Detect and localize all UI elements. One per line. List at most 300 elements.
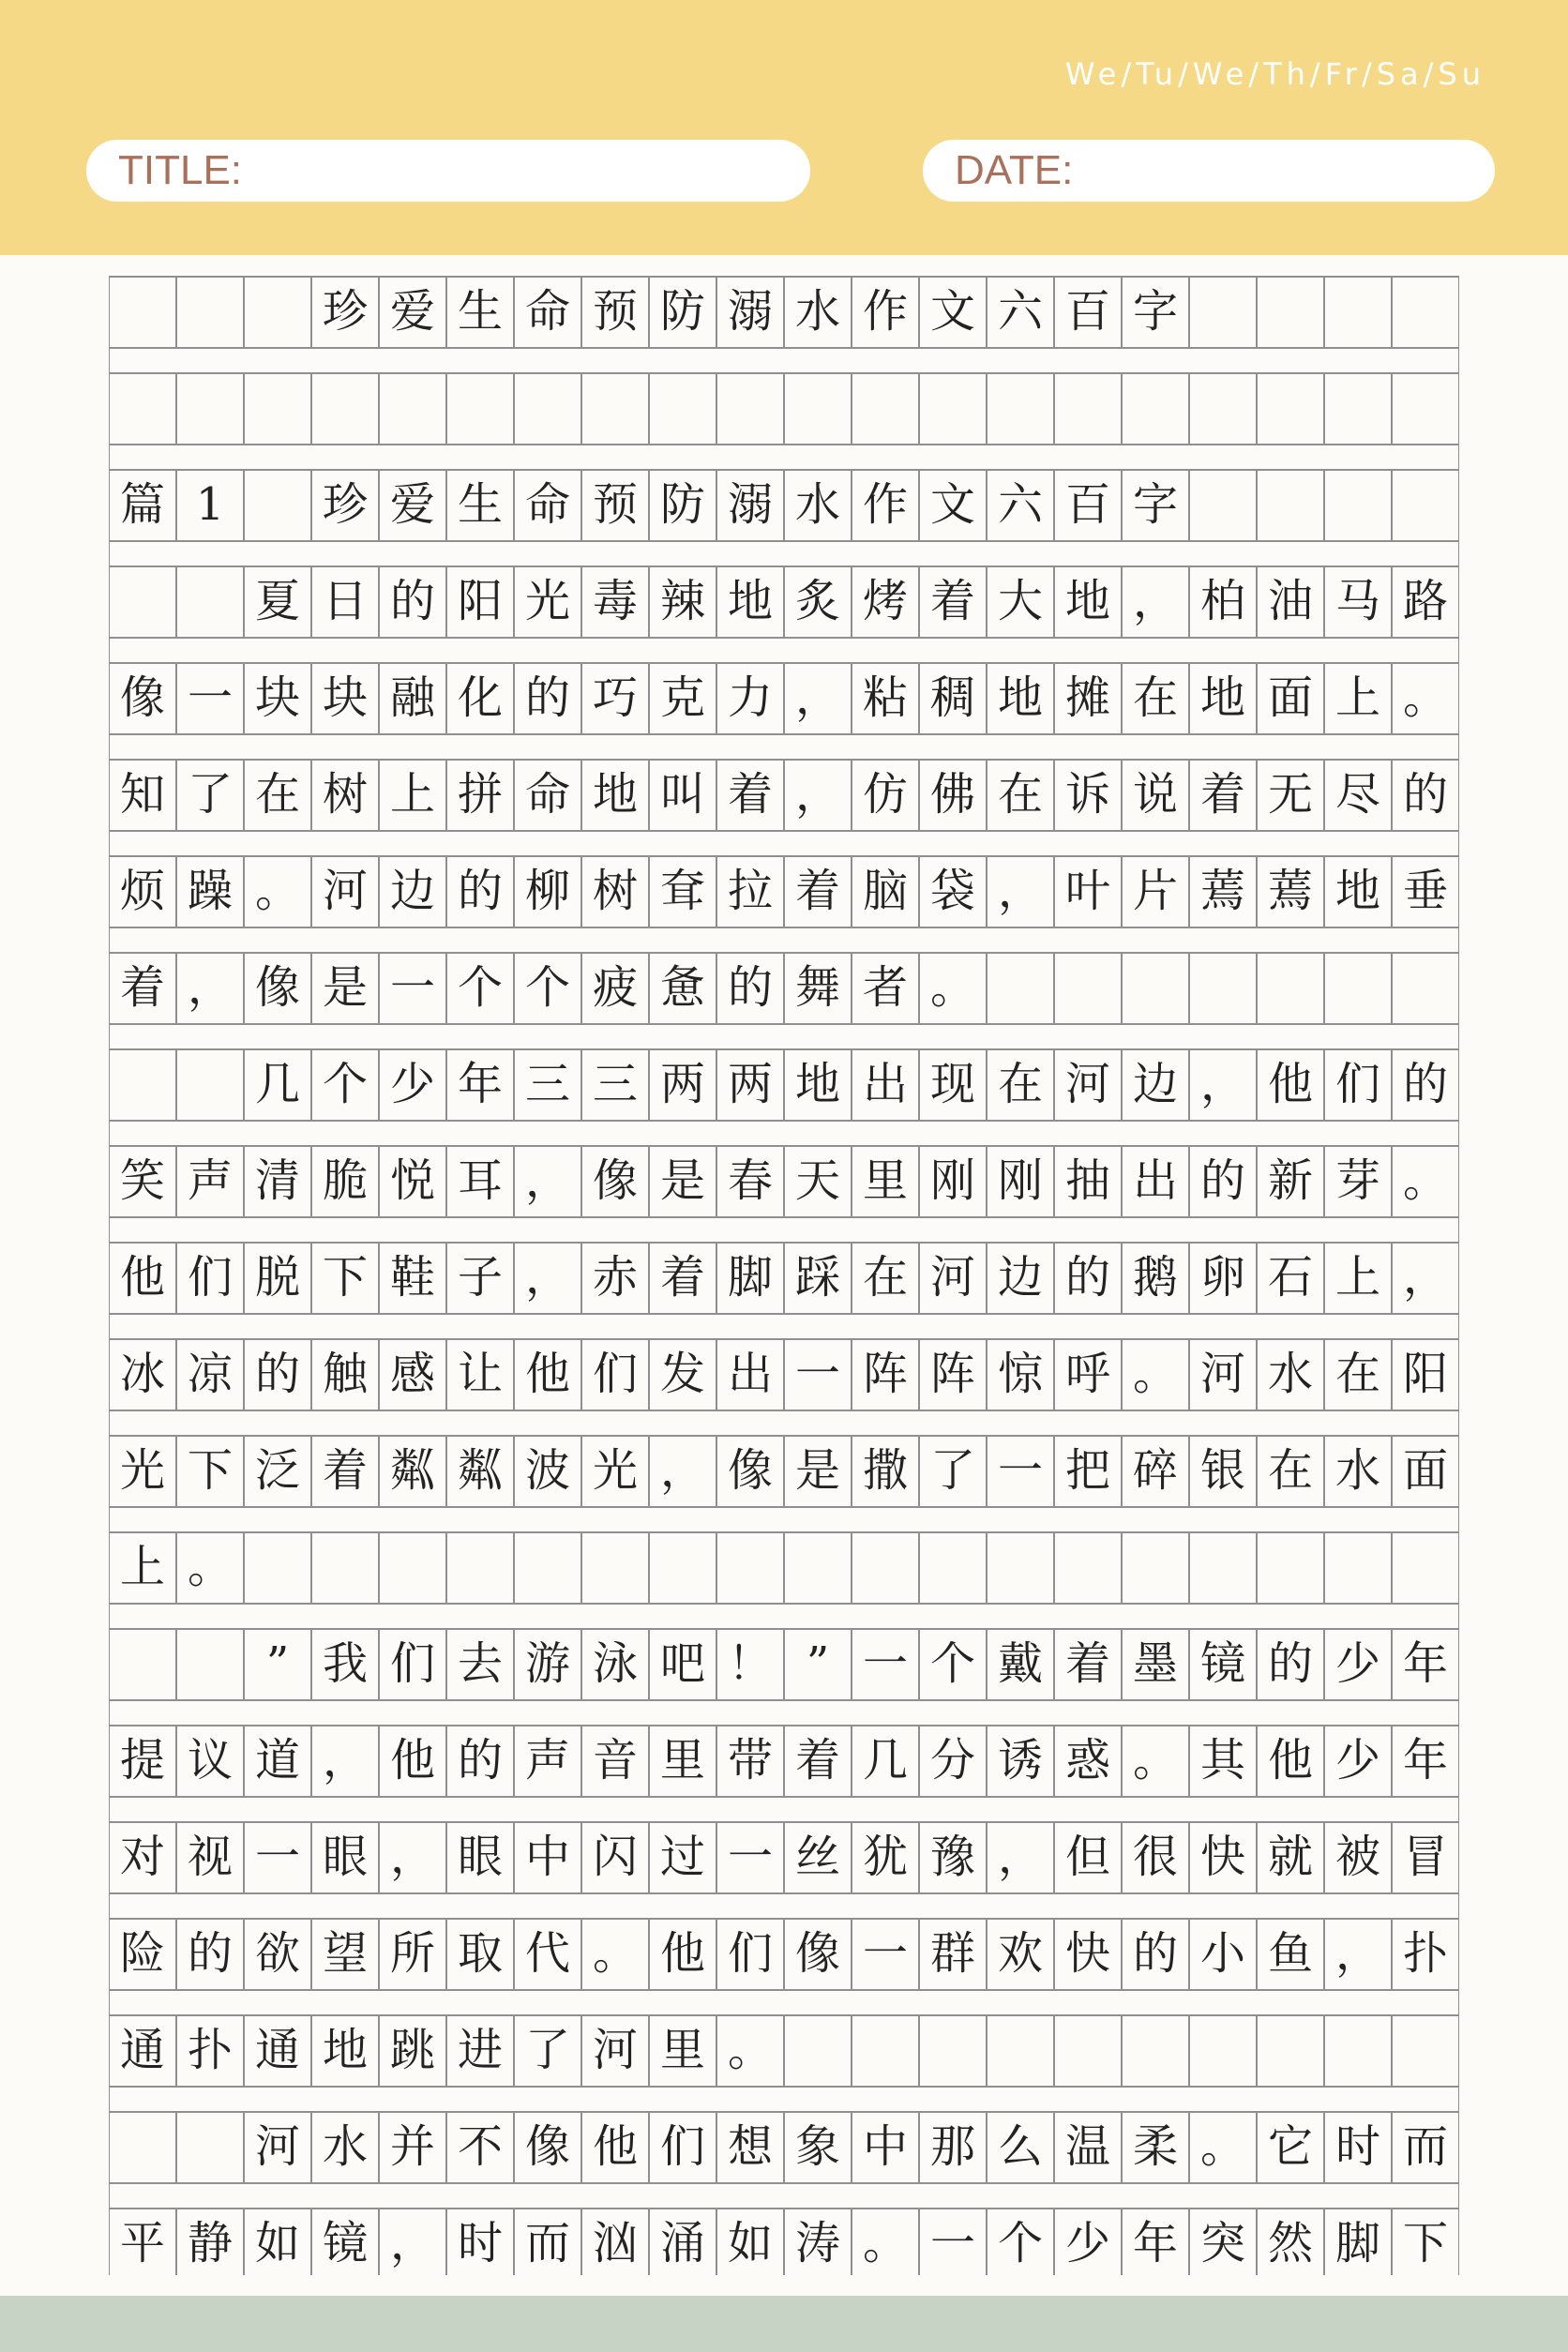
grid-char: 耷	[659, 865, 705, 917]
grid-char: 作	[862, 478, 908, 531]
grid-char: 河	[1064, 1058, 1110, 1110]
grid-char: 里	[862, 1154, 908, 1207]
grid-char: 预	[592, 478, 638, 531]
grid-char: 们	[389, 1637, 435, 1690]
grid-char: 么	[997, 2120, 1043, 2173]
title-field[interactable]	[86, 140, 810, 202]
grid-char: 地	[727, 575, 773, 627]
grid-char: 他	[1267, 1734, 1313, 1787]
grid-char: 着	[929, 575, 975, 627]
grid-char: 耳	[457, 1154, 503, 1207]
grid-char: 惑	[1064, 1734, 1110, 1787]
text-row	[109, 1822, 1459, 1893]
grid-char: 去	[457, 1637, 503, 1690]
text-row	[109, 566, 1459, 638]
grid-char: 不	[457, 2120, 503, 2173]
grid-char: 。	[1402, 1154, 1448, 1207]
grid-char: 悦	[389, 1154, 435, 1207]
grid-char: 的	[524, 671, 570, 724]
grid-char: 烤	[862, 575, 908, 627]
grid-char: 着	[794, 1734, 840, 1787]
grid-char: 巧	[592, 671, 638, 724]
text-row	[109, 760, 1459, 831]
grid-char: 他	[389, 1734, 435, 1787]
grid-char: 在	[1334, 1348, 1380, 1400]
grid-char: 个	[322, 1058, 368, 1110]
grid-char: ，	[389, 1831, 435, 1883]
grid-char: ！	[727, 1637, 773, 1690]
grid-char: 地	[592, 768, 638, 821]
grid-char: 抽	[1064, 1154, 1110, 1207]
grid-char: 着	[1199, 768, 1245, 821]
grid-char: 下	[187, 1444, 233, 1497]
grid-char: 。	[592, 1927, 638, 1980]
grid-char: 刚	[929, 1154, 975, 1207]
grid-char: 泳	[592, 1637, 638, 1690]
grid-char: 通	[119, 2024, 165, 2076]
grid-char: 柳	[524, 865, 570, 917]
grid-char: 里	[659, 1734, 705, 1787]
grid-char: 说	[1132, 768, 1178, 821]
grid-char: 并	[389, 2120, 435, 2173]
grid-char: 下	[322, 1251, 368, 1304]
grid-char: 辣	[659, 575, 705, 627]
text-row	[109, 1146, 1459, 1217]
grid-char: 少	[1064, 2217, 1110, 2269]
grid-char: 豫	[929, 1831, 975, 1883]
grid-char: 诱	[997, 1734, 1043, 1787]
grid-char: 在	[1132, 671, 1178, 724]
grid-char: 了	[187, 768, 233, 821]
grid-char: 们	[727, 1927, 773, 1980]
grid-char: 在	[862, 1251, 908, 1304]
grid-char: 如	[727, 2217, 773, 2269]
grid-char: 百	[1064, 478, 1110, 531]
grid-char: 就	[1267, 1831, 1313, 1883]
grid-char: 清	[254, 1154, 300, 1207]
grid-char: 如	[254, 2217, 300, 2269]
grid-char: 春	[727, 1154, 773, 1207]
grid-char: 的	[457, 1734, 503, 1787]
grid-char: 油	[1267, 575, 1313, 627]
grid-char: 让	[457, 1348, 503, 1400]
grid-char: 快	[1064, 1927, 1110, 1980]
grid-char: 。	[1402, 671, 1448, 724]
grid-char: 化	[457, 671, 503, 724]
grid-char: ，	[794, 671, 840, 724]
grid-char: 光	[592, 1444, 638, 1497]
grid-char: 上	[1334, 1251, 1380, 1304]
grid-char: 新	[1267, 1154, 1313, 1207]
grid-char: 撒	[862, 1444, 908, 1497]
grid-char: 克	[659, 671, 705, 724]
grid-char: 吧	[659, 1637, 705, 1690]
grid-char: ，	[524, 1251, 570, 1304]
grid-char: 着	[1064, 1637, 1110, 1690]
grid-char: 鹅	[1132, 1251, 1178, 1304]
grid-char: 像	[592, 1154, 638, 1207]
grid-char: 像	[254, 961, 300, 1014]
grid-char: 拉	[727, 865, 773, 917]
grid-char: 脑	[862, 865, 908, 917]
grid-char: 而	[524, 2217, 570, 2269]
grid-char: 树	[322, 768, 368, 821]
grid-char: 犹	[862, 1831, 908, 1883]
grid-char: 地	[1199, 671, 1245, 724]
grid-char: 着	[119, 961, 165, 1014]
grid-char: 水	[1334, 1444, 1380, 1497]
grid-char: 河	[1199, 1348, 1245, 1400]
grid-char: 蔫	[1199, 865, 1245, 917]
grid-char: 柔	[1132, 2120, 1178, 2173]
grid-char: 马	[1334, 575, 1380, 627]
grid-char: 泛	[254, 1444, 300, 1497]
grid-char: 。	[929, 961, 975, 1014]
grid-char: ，	[659, 1444, 705, 1497]
grid-char: 上	[389, 768, 435, 821]
grid-char: 地	[1334, 865, 1380, 917]
grid-char: 夏	[254, 575, 300, 627]
grid-char: 很	[1132, 1831, 1178, 1883]
grid-char: 声	[524, 1734, 570, 1787]
grid-char: 镜	[322, 2217, 368, 2269]
grid-char: 的	[1402, 1058, 1448, 1110]
grid-char: 蔫	[1267, 865, 1313, 917]
grid-char: 块	[254, 671, 300, 724]
grid-char: 溺	[727, 285, 773, 338]
grid-char: 快	[1199, 1831, 1245, 1883]
grid-char: 疲	[592, 961, 638, 1014]
grid-char: 静	[187, 2217, 233, 2269]
grid-char: 珍	[322, 285, 368, 338]
grid-char: 。	[1132, 1734, 1178, 1787]
grid-char: 他	[524, 1348, 570, 1400]
grid-char: 的	[389, 575, 435, 627]
grid-char: 脱	[254, 1251, 300, 1304]
grid-char: 通	[254, 2024, 300, 2076]
grid-char: 惫	[659, 961, 705, 1014]
grid-char: 佛	[929, 768, 975, 821]
grid-char: 脚	[1334, 2217, 1380, 2269]
grid-char: 边	[389, 865, 435, 917]
date-field[interactable]	[923, 140, 1495, 202]
grid-char: 分	[929, 1734, 975, 1787]
grid-char: 舞	[794, 961, 840, 1014]
grid-char: 了	[524, 2024, 570, 2076]
grid-char: 中	[524, 1831, 570, 1883]
grid-char: 三	[592, 1058, 638, 1110]
grid-char: 其	[1199, 1734, 1245, 1787]
grid-char: 凉	[187, 1348, 233, 1400]
grid-char: 。	[187, 1541, 233, 1593]
grid-char: 丝	[794, 1831, 840, 1883]
grid-char: 字	[1132, 478, 1178, 531]
grid-char: 水	[794, 478, 840, 531]
grid-char: 粘	[862, 671, 908, 724]
grid-char: 石	[1267, 1251, 1313, 1304]
weekday-row: We/Tu/We/Th/Fr/Sa/Su	[1064, 56, 1485, 92]
grid-char: 像	[794, 1927, 840, 1980]
grid-char: 面	[1267, 671, 1313, 724]
date-label: DATE:	[955, 147, 1074, 193]
grid-char: 河	[929, 1251, 975, 1304]
text-row	[109, 663, 1459, 734]
grid-char: 代	[524, 1927, 570, 1980]
grid-char: 一	[997, 1444, 1043, 1497]
grid-char: 像	[524, 2120, 570, 2173]
grid-char: 爱	[389, 285, 435, 338]
grid-char: 阵	[862, 1348, 908, 1400]
grid-char: 在	[997, 768, 1043, 821]
grid-char: 扑	[187, 2024, 233, 2076]
grid-char: 。	[1132, 1348, 1178, 1400]
footer-band	[0, 2296, 1568, 2352]
text-row	[109, 277, 1459, 348]
grid-char: 视	[187, 1831, 233, 1883]
grid-char: 少	[1334, 1637, 1380, 1690]
grid-char: 个	[929, 1637, 975, 1690]
grid-char: 命	[524, 478, 570, 531]
grid-char: 上	[1334, 671, 1380, 724]
grid-char: 年	[1132, 2217, 1178, 2269]
grid-char: 他	[592, 2120, 638, 2173]
text-row	[109, 1049, 1459, 1121]
grid-char: ，	[322, 1734, 368, 1787]
grid-char: 一	[862, 1637, 908, 1690]
grid-char: 汹	[592, 2217, 638, 2269]
grid-char: 望	[322, 1927, 368, 1980]
grid-char: ，	[1402, 1251, 1448, 1304]
grid-char: 镜	[1199, 1637, 1245, 1690]
grid-char: 光	[119, 1444, 165, 1497]
text-row	[109, 1339, 1459, 1410]
grid-char: 知	[119, 768, 165, 821]
grid-char: 边	[1132, 1058, 1178, 1110]
grid-char: 涛	[794, 2217, 840, 2269]
grid-char: ，	[389, 2217, 435, 2269]
grid-char: 力	[727, 671, 773, 724]
grid-char: 温	[1064, 2120, 1110, 2173]
grid-char: 们	[1334, 1058, 1380, 1110]
grid-char: 呼	[1064, 1348, 1110, 1400]
header-banner	[0, 0, 1568, 255]
grid-char: 爱	[389, 478, 435, 531]
grid-char: 烦	[119, 865, 165, 917]
grid-text-layer	[109, 276, 1459, 2275]
grid-char: 眼	[457, 1831, 503, 1883]
grid-char: 尽	[1334, 768, 1380, 821]
grid-char: 水	[322, 2120, 368, 2173]
grid-char: 在	[254, 768, 300, 821]
grid-char: 命	[524, 285, 570, 338]
grid-char: 六	[997, 478, 1043, 531]
grid-char: 触	[322, 1348, 368, 1400]
text-row	[109, 1629, 1459, 1700]
grid-char: ”	[806, 1637, 830, 1690]
grid-char: 芽	[1334, 1154, 1380, 1207]
grid-char: 的	[1267, 1637, 1313, 1690]
grid-char: 躁	[187, 865, 233, 917]
grid-char: 游	[524, 1637, 570, 1690]
grid-char: ，	[1132, 575, 1178, 627]
grid-char: 波	[524, 1444, 570, 1497]
grid-char: 个	[524, 961, 570, 1014]
grid-char: 几	[254, 1058, 300, 1110]
grid-char: 诉	[1064, 768, 1110, 821]
grid-char: 对	[119, 1831, 165, 1883]
grid-char: 小	[1199, 1927, 1245, 1980]
grid-char: 防	[659, 285, 705, 338]
grid-char: 音	[592, 1734, 638, 1787]
text-row	[109, 1532, 1459, 1604]
grid-char: 粼	[389, 1444, 435, 1497]
grid-char: 叫	[659, 768, 705, 821]
grid-char: 。	[1199, 2120, 1245, 2173]
grid-char: 光	[524, 575, 570, 627]
grid-char: 想	[727, 2120, 773, 2173]
grid-char: 发	[659, 1348, 705, 1400]
grid-char: 着	[659, 1251, 705, 1304]
grid-char: 水	[1267, 1348, 1313, 1400]
grid-char: 下	[1402, 2217, 1448, 2269]
grid-char: 年	[1402, 1734, 1448, 1787]
grid-char: 所	[389, 1927, 435, 1980]
grid-char: 们	[659, 2120, 705, 2173]
grid-char: ”	[265, 1637, 290, 1690]
grid-char: ，	[1334, 1927, 1380, 1980]
grid-char: 赤	[592, 1251, 638, 1304]
grid-char: 作	[862, 285, 908, 338]
grid-char: 带	[727, 1734, 773, 1787]
grid-char: 冰	[119, 1348, 165, 1400]
grid-char: 篇	[119, 478, 165, 531]
grid-char: 年	[1402, 1637, 1448, 1690]
grid-char: 百	[1064, 285, 1110, 338]
grid-char: 了	[929, 1444, 975, 1497]
text-row	[109, 953, 1459, 1024]
grid-char: 险	[119, 1927, 165, 1980]
grid-char: 群	[929, 1927, 975, 1980]
grid-char: 脆	[322, 1154, 368, 1207]
grid-char: 片	[1132, 865, 1178, 917]
grid-char: 是	[322, 961, 368, 1014]
grid-char: 进	[457, 2024, 503, 2076]
grid-char: 然	[1267, 2217, 1313, 2269]
grid-char: 毒	[592, 575, 638, 627]
grid-char: 着	[794, 865, 840, 917]
grid-char: 是	[659, 1154, 705, 1207]
grid-char: 鞋	[389, 1251, 435, 1304]
grid-char: 面	[1402, 1444, 1448, 1497]
grid-char: 们	[592, 1348, 638, 1400]
grid-char: ，	[524, 1154, 570, 1207]
grid-char: 道	[254, 1734, 300, 1787]
grid-char: 天	[794, 1154, 840, 1207]
grid-char: 的	[254, 1348, 300, 1400]
grid-char: 字	[1132, 285, 1178, 338]
grid-char: 出	[727, 1348, 773, 1400]
grid-char: 提	[119, 1734, 165, 1787]
grid-char: 融	[389, 671, 435, 724]
grid-char: 一	[389, 961, 435, 1014]
grid-char: 取	[457, 1927, 503, 1980]
grid-char: 。	[254, 865, 300, 917]
grid-char: 河	[592, 2024, 638, 2076]
grid-char: 时	[457, 2217, 503, 2269]
grid-char: ，	[187, 961, 233, 1014]
grid-char: 两	[727, 1058, 773, 1110]
grid-char: 一	[794, 1348, 840, 1400]
grid-char: 六	[997, 285, 1043, 338]
text-row	[109, 2112, 1459, 2183]
grid-char: 阵	[929, 1348, 975, 1400]
grid-char: 防	[659, 478, 705, 531]
grid-char: 他	[659, 1927, 705, 1980]
grid-char: 像	[727, 1444, 773, 1497]
grid-char: 地	[794, 1058, 840, 1110]
grid-char: 日	[322, 575, 368, 627]
grid-char: 阳	[1402, 1348, 1448, 1400]
grid-char: 中	[862, 2120, 908, 2173]
grid-char: 一	[187, 671, 233, 724]
text-row	[109, 2015, 1459, 2087]
text-row	[109, 2209, 1459, 2280]
grid-char: 边	[997, 1251, 1043, 1304]
grid-char: 着	[727, 768, 773, 821]
grid-char: 银	[1199, 1444, 1245, 1497]
grid-char: 出	[1132, 1154, 1178, 1207]
grid-char: 我	[322, 1637, 368, 1690]
grid-char: 个	[997, 2217, 1043, 2269]
grid-char: 一	[727, 1831, 773, 1883]
grid-char: 命	[524, 768, 570, 821]
grid-char: 而	[1402, 2120, 1448, 2173]
grid-char: 墨	[1132, 1637, 1178, 1690]
grid-char: 上	[119, 1541, 165, 1593]
grid-char: 阳	[457, 575, 503, 627]
grid-char: 在	[1267, 1444, 1313, 1497]
grid-char: 出	[862, 1058, 908, 1110]
grid-char: 叶	[1064, 865, 1110, 917]
grid-char: 他	[119, 1251, 165, 1304]
grid-char: 跳	[389, 2024, 435, 2076]
grid-char: 柏	[1199, 575, 1245, 627]
grid-char: 稠	[929, 671, 975, 724]
grid-char: 炙	[794, 575, 840, 627]
grid-char: 在	[997, 1058, 1043, 1110]
grid-char: 刚	[997, 1154, 1043, 1207]
grid-char: 的	[1199, 1154, 1245, 1207]
grid-char: 冒	[1402, 1831, 1448, 1883]
grid-char: 。	[727, 2024, 773, 2076]
grid-char: 文	[929, 478, 975, 531]
text-row	[109, 1436, 1459, 1507]
grid-char: 被	[1334, 1831, 1380, 1883]
grid-char: 粼	[457, 1444, 503, 1497]
grid-char: 地	[997, 671, 1043, 724]
grid-char: 一	[862, 1927, 908, 1980]
grid-char: 但	[1064, 1831, 1110, 1883]
grid-char: 欲	[254, 1927, 300, 1980]
grid-char: 。	[862, 2217, 908, 2269]
title-label: TITLE:	[118, 147, 243, 193]
grid-char: 扑	[1402, 1927, 1448, 1980]
text-row	[109, 470, 1459, 541]
text-row	[109, 1919, 1459, 1990]
grid-char: 脚	[727, 1251, 773, 1304]
grid-char: 惊	[997, 1348, 1043, 1400]
grid-char: 像	[119, 671, 165, 724]
